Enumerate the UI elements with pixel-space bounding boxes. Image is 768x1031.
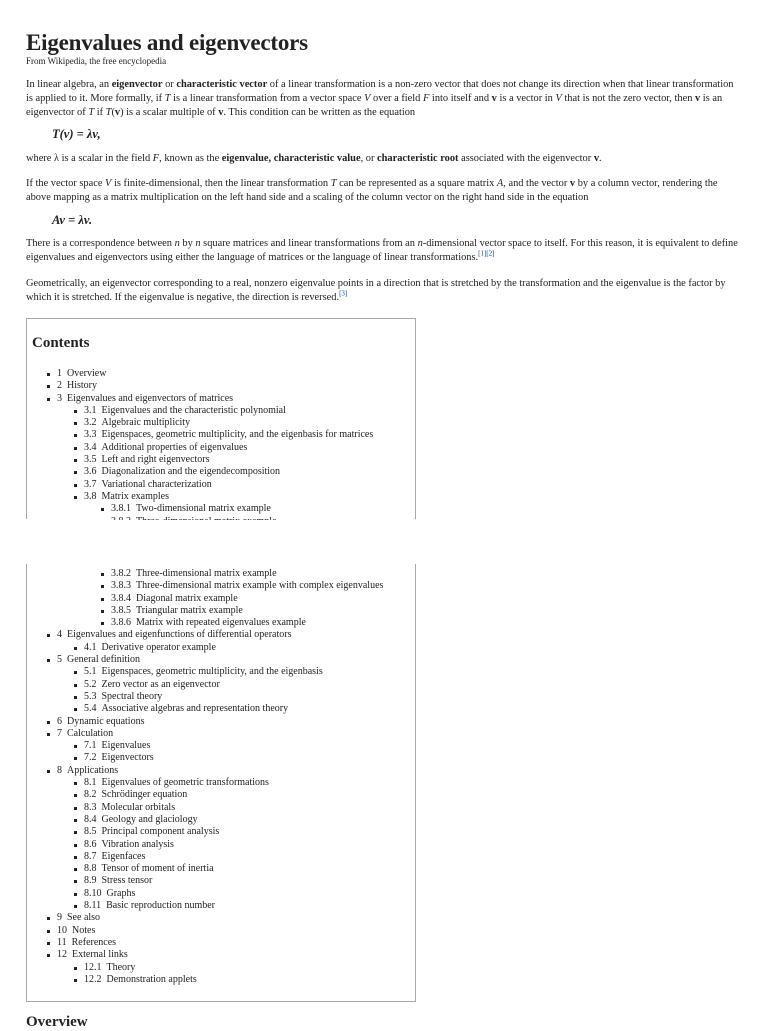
toc-text[interactable]: Additional properties of eigenvalues (101, 441, 248, 453)
toc-text[interactable]: Notes (72, 924, 96, 936)
toc-item[interactable] (27, 466, 373, 478)
toc-text[interactable]: External links (72, 949, 128, 961)
bold-term: v (695, 93, 701, 104)
toc-number: 4.1 (84, 641, 97, 653)
toc-number: 7 (57, 727, 62, 739)
toc-heading: Contents (32, 335, 90, 351)
italic-symbol: V (364, 93, 371, 104)
toc-number: 5 (57, 654, 62, 666)
toc-text[interactable]: Tensor of moment of inertia (101, 863, 214, 875)
site-subtitle: From Wikipedia, the free encyclopedia (26, 56, 167, 66)
toc-text[interactable]: General definition (67, 654, 141, 666)
toc-text[interactable]: Molecular orbitals (101, 801, 176, 813)
toc-number: 3.6 (84, 466, 97, 478)
table-of-contents-continued (26, 564, 416, 1002)
toc-number: 4 (57, 629, 62, 641)
toc-item[interactable] (27, 716, 383, 728)
toc-number: 7.1 (84, 740, 97, 752)
bold-term: v (491, 93, 497, 104)
italic-symbol: n (195, 238, 201, 249)
italic-symbol: V (555, 93, 562, 104)
equation-av: Av = λv. (52, 213, 93, 227)
toc-text[interactable]: Calculation (67, 727, 114, 739)
toc-number: 3.7 (84, 478, 97, 490)
italic-symbol: n (417, 238, 423, 249)
toc-text[interactable]: Variational characterization (101, 478, 212, 490)
toc-number: 3.8.5 (111, 604, 131, 616)
toc-number: 3.2 (84, 417, 97, 429)
citation-link[interactable]: [1][2] (478, 249, 495, 258)
italic-symbol: V (105, 178, 112, 189)
toc-text[interactable]: Triangular matrix example (136, 604, 243, 616)
toc-number: 1 (57, 368, 62, 379)
equation-tv: T(v) = λv, (52, 127, 101, 141)
toc-item[interactable] (27, 875, 383, 887)
italic-symbol: T (164, 93, 171, 104)
toc-text[interactable]: Eigenvalues and the characteristic polynomial (101, 404, 286, 416)
toc-text[interactable]: References (71, 936, 117, 948)
toc-item[interactable] (27, 728, 383, 740)
toc-text[interactable]: Left and right eigenvectors (101, 454, 210, 466)
toc-number: 8.6 (84, 838, 97, 850)
toc-item[interactable] (27, 925, 383, 937)
toc-number: 3.5 (84, 454, 97, 466)
toc-number: 3.8.6 (111, 617, 131, 629)
toc-item[interactable] (27, 479, 373, 491)
italic-symbol: F (152, 153, 160, 164)
toc-item[interactable] (27, 851, 383, 863)
toc-text[interactable]: Three-dimensional matrix example with complex eigenvalues (136, 580, 384, 592)
toc-item[interactable] (27, 814, 383, 826)
toc-item[interactable] (27, 900, 383, 912)
toc-number: 3.8.4 (111, 592, 131, 604)
section-heading-overview: Overview (26, 1014, 88, 1030)
toc-text[interactable]: Algebraic multiplicity (101, 417, 191, 429)
toc-text[interactable]: Eigenvalues (101, 740, 151, 752)
bold-term: characteristic root (377, 153, 459, 164)
toc-text[interactable]: Vibration analysis (101, 838, 174, 850)
toc-number: 8.10 (84, 887, 102, 899)
intro-paragraph-5: Geometrically, an eigenvector corresponding to a real, nonzero eigenvalue points in a direction that is stretched by the transformation and the eigenvalue is the factor by which it is stretched. If the eigenvalue is negative, the direction is reversed.[3] (26, 278, 726, 303)
toc-text[interactable]: Associative algebras and representation theory (101, 703, 289, 715)
toc-item[interactable] (27, 912, 383, 924)
toc-number: 3.8 (84, 490, 97, 502)
intro-paragraph-1: In linear algebra, an eigenvector or characteristic vector of a linear transformation is a non-zero vector that does not change its direction when that linear transformation is applied to it. More formally, if T is a linear transformation from a vector space V over a field F into itself and v is a vector in V that is not the zero vector, then v is an eigenvector of T if T(v) is a scalar multiple of v. This condition can be written as the equation (26, 79, 734, 118)
toc-text[interactable]: Dynamic equations (67, 715, 145, 727)
toc-number: 8.9 (84, 875, 97, 887)
toc-text[interactable]: Demonstration applets (106, 973, 197, 985)
table-of-contents (26, 318, 416, 519)
toc-item[interactable] (27, 654, 383, 666)
toc-number: 8.1 (84, 777, 97, 789)
toc-text[interactable]: Eigenspaces, geometric multiplicity, and the eigenbasis (101, 666, 323, 678)
toc-number: 8.8 (84, 863, 97, 875)
toc-item[interactable] (27, 777, 383, 789)
toc-item[interactable] (27, 629, 383, 641)
toc-text[interactable]: Derivative operator example (101, 641, 216, 653)
toc-text[interactable]: Eigenvalues and eigenfunctions of differential operators (67, 629, 292, 641)
toc-number: 5.3 (84, 690, 97, 702)
toc-number: 5.1 (84, 666, 97, 678)
toc-text[interactable]: Matrix with repeated eigenvalues example (136, 617, 306, 629)
toc-item[interactable] (27, 752, 383, 764)
bold-term: characteristic vector (176, 79, 268, 90)
toc-text[interactable]: Schrödinger equation (101, 789, 188, 801)
italic-symbol: T (105, 107, 112, 118)
toc-item[interactable] (27, 442, 373, 454)
toc-number: 3.8.3 (111, 580, 131, 592)
toc-number: 8.3 (84, 801, 97, 813)
toc-item[interactable] (27, 888, 383, 900)
toc-item[interactable] (27, 666, 383, 678)
toc-number: 8 (57, 764, 62, 776)
bold-term: eigenvector (111, 79, 163, 90)
toc-number: 3.8.2 (111, 568, 131, 579)
toc-number: 8.4 (84, 813, 97, 825)
toc-number: 12.2 (84, 973, 102, 985)
toc-item[interactable] (27, 974, 383, 986)
toc-number: 8.2 (84, 789, 97, 801)
italic-symbol: n (174, 238, 180, 249)
italic-symbol: T (88, 107, 95, 118)
toc-text[interactable]: See also (67, 912, 101, 924)
toc-item[interactable] (27, 839, 383, 851)
toc-number: 8.11 (84, 900, 102, 912)
toc-text[interactable]: History (67, 380, 97, 392)
toc-number: 11 (57, 936, 67, 948)
toc-number: 3.8.1 (111, 503, 131, 515)
toc-number: 3 (57, 392, 62, 404)
toc-text[interactable]: Zero vector as an eigenvector (101, 678, 220, 690)
toc-text[interactable]: Diagonalization and the eigendecomposition (101, 466, 281, 478)
toc-text[interactable]: Principal component analysis (101, 826, 220, 838)
toc-item[interactable] (27, 593, 383, 605)
toc-number: 12.1 (84, 961, 102, 973)
italic-symbol: A (496, 178, 504, 189)
toc-list-part2 (27, 568, 383, 986)
toc-item[interactable] (27, 503, 373, 515)
page-title: Eigenvalues and eigenvectors (26, 30, 308, 55)
toc-item[interactable] (27, 454, 373, 466)
toc-text[interactable]: Spectral theory (101, 690, 163, 702)
toc-item[interactable] (27, 802, 383, 814)
toc-item[interactable] (27, 765, 383, 777)
toc-text[interactable]: Basic reproduction number (106, 900, 215, 912)
toc-number: 3.1 (84, 404, 97, 416)
toc-text[interactable]: Theory (106, 961, 136, 973)
toc-text[interactable]: Applications (67, 764, 119, 776)
toc-item[interactable] (27, 962, 383, 974)
intro-paragraph-2: where λ is a scalar in the field F, known as the eigenvalue, characteristic value, or characteristic root associated with the eigenvector v. (26, 153, 602, 164)
toc-number: 7.2 (84, 752, 97, 764)
toc-item[interactable] (27, 605, 383, 617)
toc-item[interactable] (27, 949, 383, 961)
toc-text[interactable]: Eigenvalues and eigenvectors of matrices (67, 392, 234, 404)
toc-number: 5.2 (84, 678, 97, 690)
toc-text[interactable]: Matrix examples (101, 490, 169, 502)
toc-text[interactable]: Stress tensor (101, 875, 153, 887)
toc-item[interactable] (27, 789, 383, 801)
toc-item[interactable] (27, 491, 373, 503)
toc-item[interactable] (27, 368, 373, 380)
italic-symbol: T (330, 178, 337, 189)
toc-item[interactable] (27, 393, 373, 405)
toc-item[interactable] (27, 679, 383, 691)
toc-text[interactable]: Three-dimensional matrix example (136, 568, 277, 579)
toc-item[interactable] (27, 429, 373, 441)
toc-item[interactable] (27, 417, 373, 429)
toc-number: 5.4 (84, 703, 97, 715)
toc-item[interactable] (27, 937, 383, 949)
toc-number: 12 (57, 949, 67, 961)
toc-text[interactable]: Eigenvectors (101, 752, 154, 764)
intro-paragraph-3: If the vector space V is finite-dimensional, then the linear transformation T can be represented as a square matrix A, and the vector v by a column vector, rendering the above mapping as a matrix multiplication on the left hand side and a scaling of the column vector on the right hand side in the equation (26, 178, 718, 203)
toc-text[interactable]: Graphs (106, 887, 136, 899)
toc-item[interactable] (27, 703, 383, 715)
toc-number: 3.3 (84, 429, 97, 441)
toc-item[interactable] (27, 568, 383, 580)
toc-item[interactable] (27, 380, 373, 392)
bold-term: v (593, 153, 600, 164)
toc-text[interactable]: Diagonal matrix example (136, 592, 238, 604)
italic-symbol: F (422, 93, 430, 104)
toc-item[interactable] (27, 405, 373, 417)
toc-list-part1 (27, 368, 373, 528)
toc-number: 9 (57, 912, 62, 924)
toc-number: 6 (57, 715, 62, 727)
toc-text[interactable]: Geology and glaciology (101, 813, 198, 825)
toc-number: 10 (57, 924, 67, 936)
toc-text[interactable]: Eigenvalues of geometric transformations (101, 777, 269, 789)
toc-number: 3.4 (84, 441, 97, 453)
toc-item[interactable] (27, 642, 383, 654)
toc-item[interactable] (27, 740, 383, 752)
toc-item[interactable] (27, 863, 383, 875)
toc-item[interactable] (27, 617, 383, 629)
toc-text[interactable]: Eigenspaces, geometric multiplicity, and the eigenbasis for matrices (101, 429, 374, 441)
bold-term: eigenvalue, characteristic value (221, 153, 361, 164)
toc-number: 2 (57, 380, 62, 392)
toc-number: 8.7 (84, 850, 97, 862)
bold-term: v (569, 178, 576, 189)
toc-number: 8.5 (84, 826, 97, 838)
page-break-gap (0, 520, 768, 564)
bold-term: v (218, 107, 224, 118)
bold-term: v (114, 107, 121, 118)
toc-item[interactable] (27, 691, 383, 703)
intro-paragraph-4: There is a correspondence between n by n square matrices and linear transformations from an n-dimensional vector space to itself. For this reason, it is equivalent to define eigenvalues and eigenvectors using either the language of matrices or the language of linear transformations.[1][2] (26, 238, 738, 263)
toc-text[interactable]: Eigenfaces (101, 850, 146, 862)
toc-text[interactable]: Overview (67, 368, 107, 379)
toc-item[interactable] (27, 826, 383, 838)
citation-link[interactable]: [3] (339, 289, 348, 298)
toc-item[interactable] (27, 580, 383, 592)
toc-text[interactable]: Two-dimensional matrix example (136, 503, 271, 515)
